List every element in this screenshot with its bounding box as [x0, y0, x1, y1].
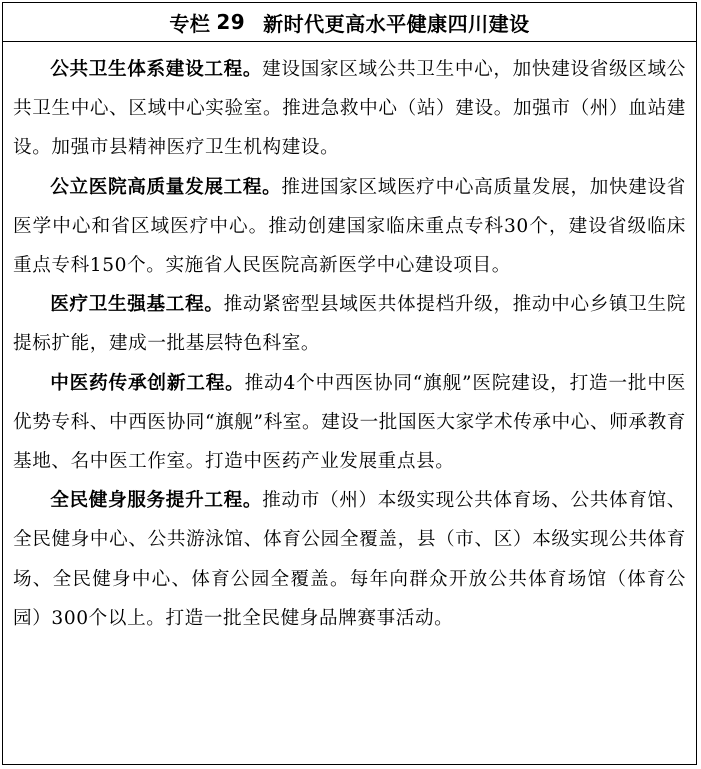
paragraph-lead: 中医药传承创新工程。: [50, 372, 245, 394]
paragraph-fitness: [13, 481, 686, 638]
column-label: 专栏: [169, 11, 211, 36]
paragraph-text: 推动市（州）本级实现公共体育场、公共体育馆、全民健身中心、公共游泳馆、体育公园全覆盖，县（市、区）本级实现公共体育场、全民健身中心、体育公园全覆盖。每年向群众开放公共体育场馆（体育公园）300个以上。打造一批全民健身品牌赛事活动。: [13, 490, 686, 629]
paragraph-text: 推动紧密型县域医共体提档升级，推动中心乡镇卫生院提标扩能，建成一批基层特色科室。: [13, 294, 686, 355]
paragraph-text: 推动4个中西医协同“旗舰”医院建设，打造一批中医优势专科、中西医协同“旗舰”科室。建设一批国医大家学术传承中心、师承教育基地、名中医工作室。打造中医药产业发展重点县。: [13, 372, 686, 473]
paragraph-lead: 全民健身服务提升工程。: [50, 490, 263, 512]
paragraph-text: 建设国家区域公共卫生中心，加快建设省级区域公共卫生中心、区域中心实验室。推进急救中心（站）建设。加强市（州）血站建设。加强市县精神医疗卫生机构建设。: [13, 59, 686, 159]
column-header: [3, 3, 696, 42]
paragraph-text: 推进国家区域医疗中心高质量发展，加快建设省医学中心和省区域医疗中心。推动创建国家临床重点专科30个，建设省级临床重点专科150个。实施省人民医院高新医学中心建设项目。: [13, 176, 686, 277]
paragraph-lead: 公立医院高质量发展工程。: [50, 176, 282, 198]
column-number: 29: [216, 10, 246, 34]
paragraph-tcm: [13, 364, 686, 482]
paragraph-public-hospital: [13, 168, 686, 286]
paragraph-lead: 公共卫生体系建设工程。: [50, 59, 263, 80]
column-box: [2, 2, 697, 765]
paragraph-lead: 医疗卫生强基工程。: [50, 294, 224, 316]
paragraph-public-health: [13, 50, 686, 168]
column-title: 新时代更高水平健康四川建设: [263, 11, 530, 36]
column-content: [3, 42, 696, 638]
paragraph-grassroots: [13, 285, 686, 363]
